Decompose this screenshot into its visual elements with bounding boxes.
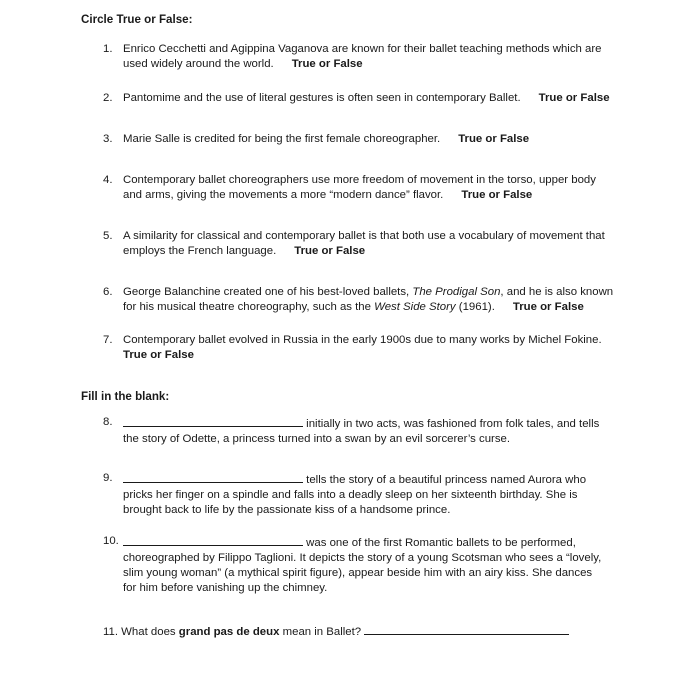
question-text: Enrico Cecchetti and Agippina Vaganova are known for their ballet teaching methods which are (123, 43, 602, 55)
question-number: 4. (103, 174, 113, 186)
question-text: A similarity for classical and contemporary ballet is that both use a vocabulary of movement that (123, 230, 605, 242)
true-or-false-choice[interactable]: True or False (512, 301, 584, 313)
question-text: used widely around the world. (123, 58, 274, 70)
tf-question-1 (103, 42, 623, 72)
tf-question-5 (103, 229, 623, 259)
question-text: Marie Salle is credited for being the first female choreographer. (123, 133, 441, 145)
ballet-title: The Prodigal Son (412, 286, 501, 298)
question-text: What does grand pas de deux mean in Ballet? (121, 626, 362, 638)
question-number: 10. (103, 535, 119, 547)
question-number: 8. (103, 416, 113, 428)
tf-question-4 (103, 173, 623, 203)
answer-blank[interactable] (364, 623, 569, 635)
tf-question-6 (103, 285, 623, 315)
true-or-false-choice[interactable]: True or False (294, 245, 366, 257)
musical-title: West Side Story (374, 301, 456, 313)
question-text: initially in two acts, was fashioned from folk tales, and tells (306, 418, 600, 430)
tf-question-3 (103, 132, 623, 147)
question-text: Contemporary ballet evolved in Russia in the early 1900s due to many works by Michel Fokine. (123, 334, 602, 346)
fill-question-10 (103, 534, 623, 596)
question-text: was one of the first Romantic ballets to be performed, (306, 537, 576, 549)
question-text: the story of Odette, a princess turned into a swan by an evil sorcerer’s curse. (123, 433, 511, 445)
question-text: slim young woman” (a mythical spirit figure), appear beside him with an airy kiss. She dances (123, 567, 593, 579)
fill-section-heading: Fill in the blank: (81, 390, 170, 403)
question-text: Pantomime and the use of literal gestures is often seen in contemporary Ballet. (123, 92, 521, 104)
true-or-false-choice[interactable]: True or False (458, 133, 530, 145)
question-number: 7. (103, 334, 113, 346)
answer-blank[interactable] (123, 415, 303, 427)
tf-question-7 (103, 333, 623, 363)
question-text: and arms, giving the movements a more “modern dance” flavor. (123, 189, 444, 201)
question-text: pricks her finger on a spindle and falls into a deadly sleep on her sixteenth birthday. She is (123, 489, 578, 501)
answer-blank[interactable] (123, 471, 303, 483)
answer-blank[interactable] (123, 534, 303, 546)
true-or-false-choice[interactable]: True or False (461, 189, 533, 201)
true-or-false-choice[interactable]: True or False (123, 349, 194, 361)
question-text: brought back to life by the passionate kiss of a handsome prince. (123, 504, 451, 516)
question-11 (103, 623, 643, 640)
question-text: for his musical theatre choreography, such as the West Side Story (1961). (123, 301, 495, 313)
question-number: 2. (103, 92, 113, 104)
question-text: for him before vanishing up the chimney. (123, 582, 328, 594)
true-or-false-choice[interactable]: True or False (538, 92, 610, 104)
true-or-false-choice[interactable]: True or False (291, 58, 363, 70)
question-number: 3. (103, 133, 113, 145)
question-number: 11. (103, 626, 118, 638)
question-text: employs the French language. (123, 245, 277, 257)
question-number: 5. (103, 230, 113, 242)
fill-question-9 (103, 471, 623, 518)
ballet-term: grand pas de deux (178, 626, 280, 638)
question-text: Contemporary ballet choreographers use more freedom of movement in the torso, upper body (123, 174, 596, 186)
tf-section-heading: Circle True or False: (81, 13, 193, 26)
tf-question-2 (103, 91, 663, 106)
question-number: 1. (103, 43, 113, 55)
fill-question-8 (103, 415, 623, 447)
question-number: 6. (103, 286, 113, 298)
question-text: choreographed by Filippo Taglioni. It depicts the story of a young Scotsman who sees a “lovely, (123, 552, 602, 564)
question-text: tells the story of a beautiful princess named Aurora who (306, 474, 587, 486)
question-text: George Balanchine created one of his best-loved ballets, The Prodigal Son, and he is also known (123, 286, 614, 298)
question-number: 9. (103, 472, 113, 484)
